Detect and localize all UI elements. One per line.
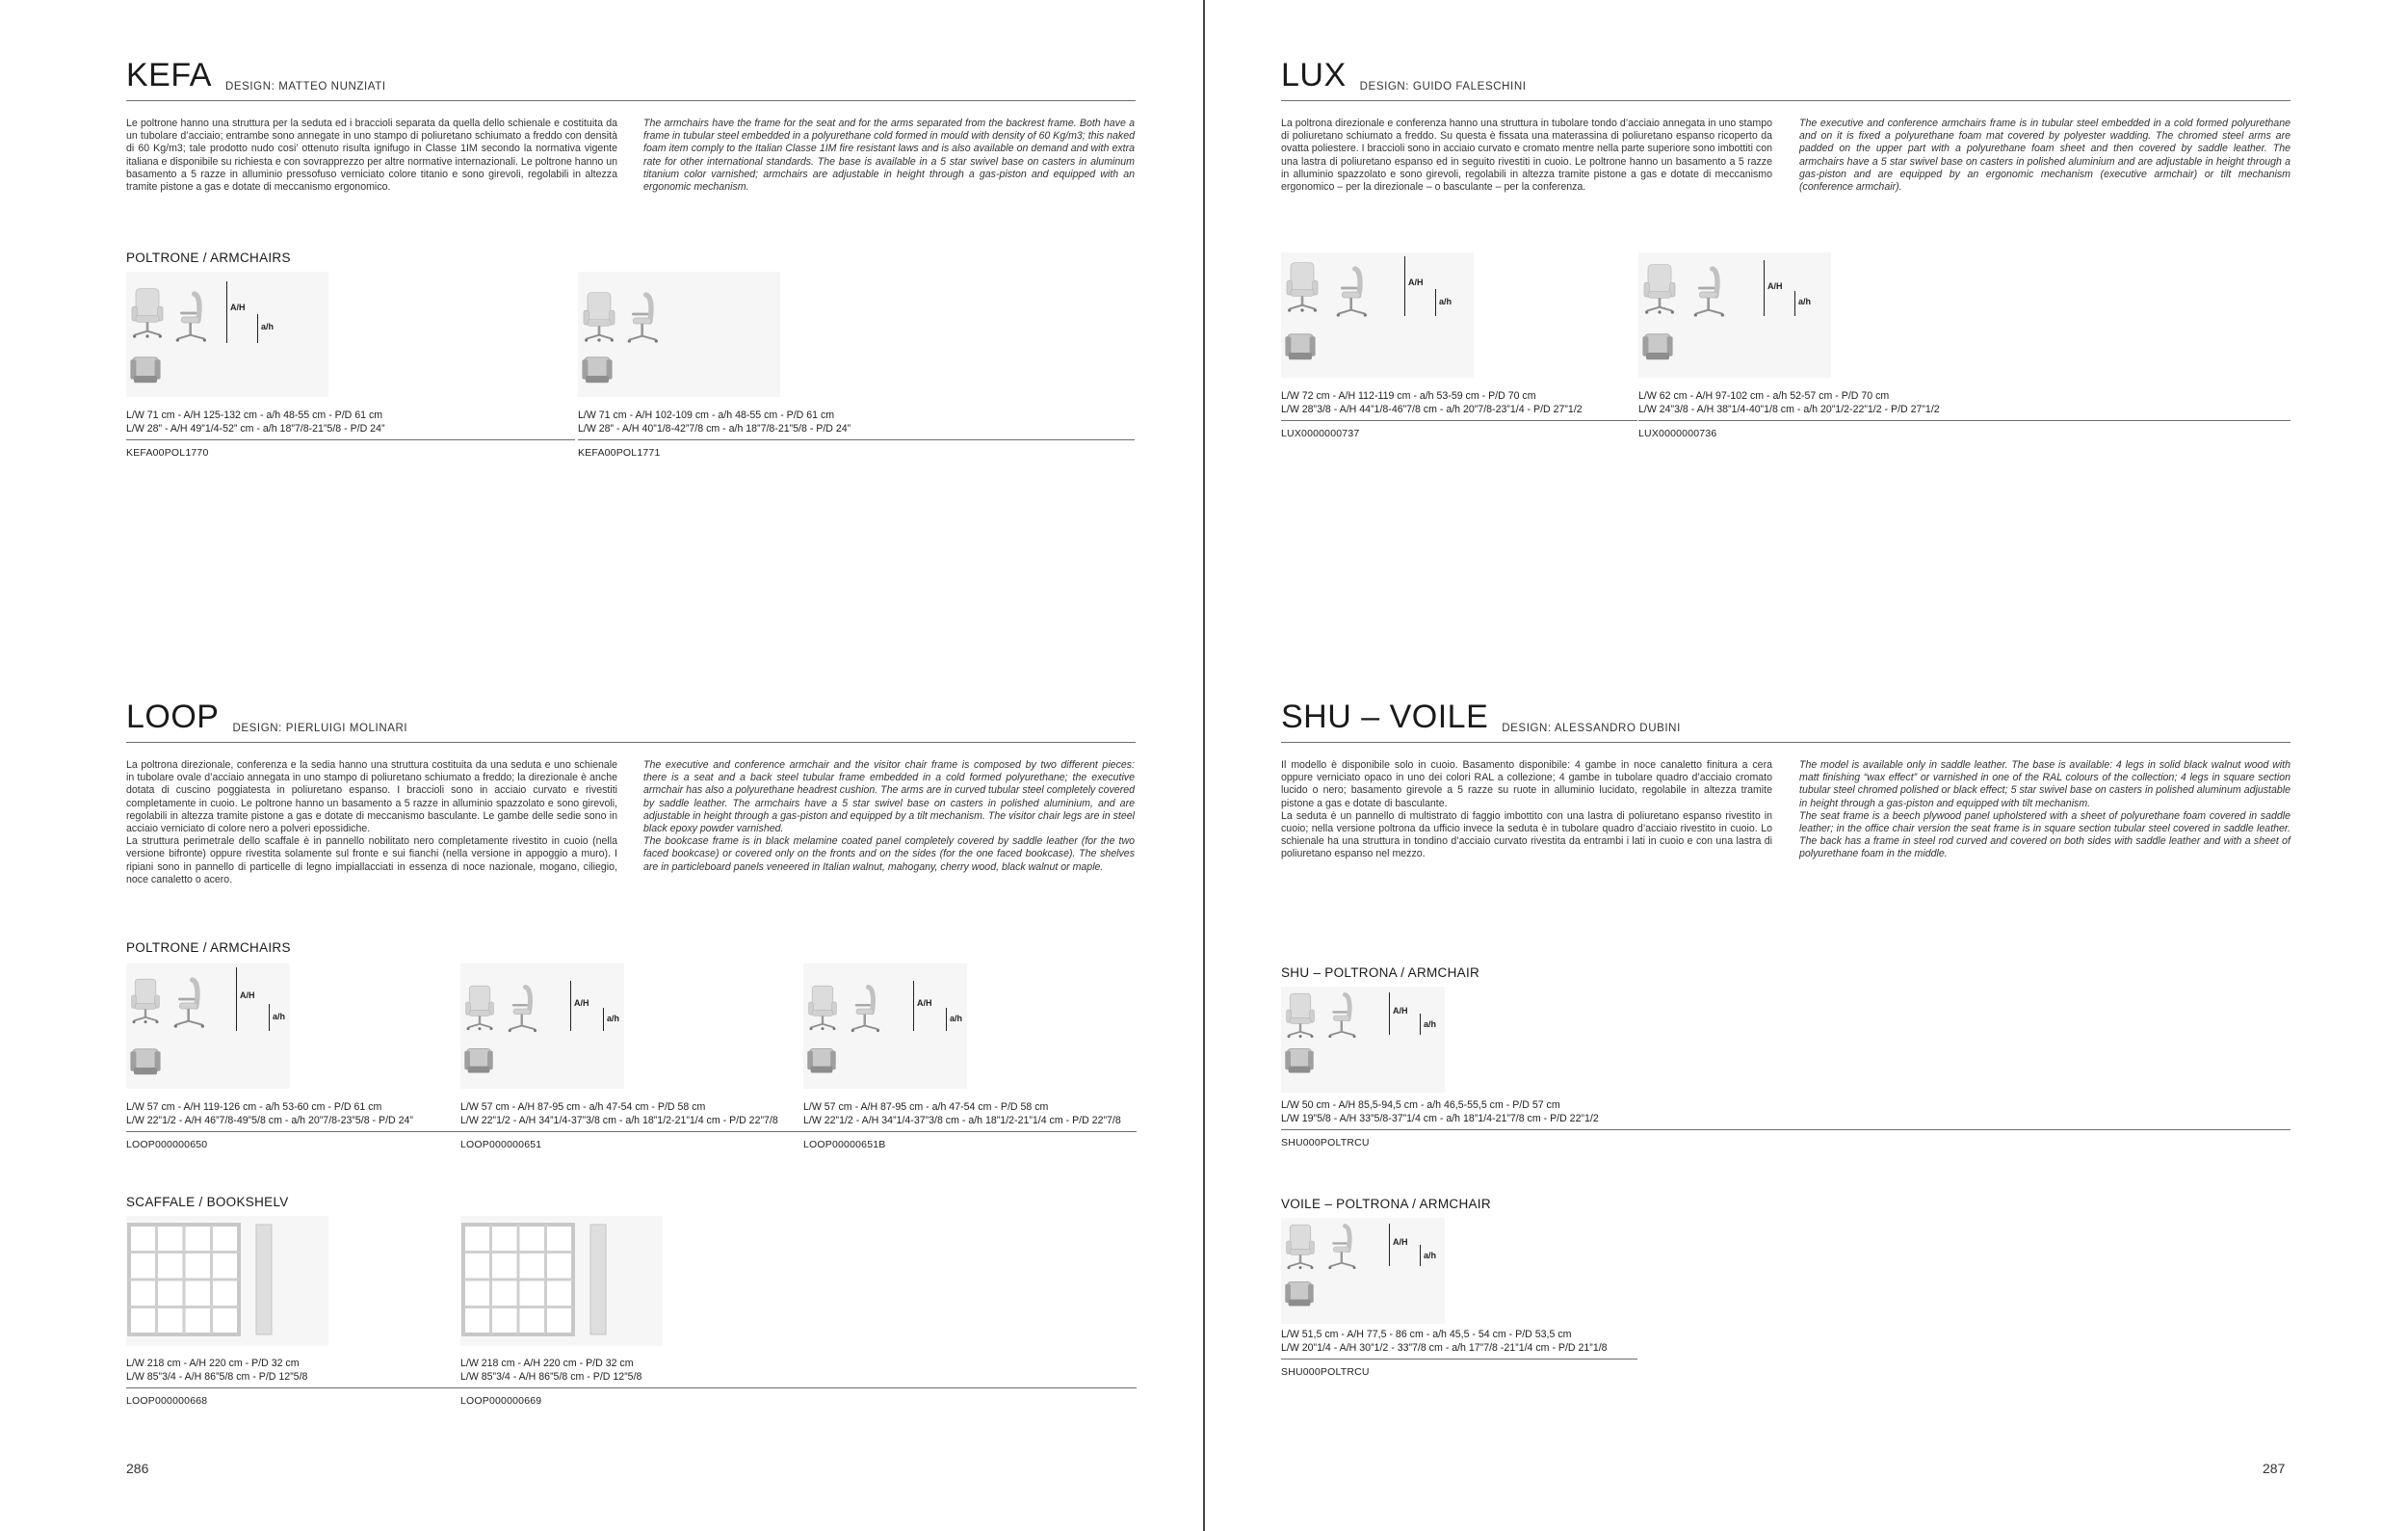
loop-description-it-p2: La struttura perimetrale dello scaffale è in pannello nobilitato nero completamente rivestito in cuoio (nella versione bifronte) oppure rivestita solamente sul fronte e sui fianchi (nella versione in appoggio a muro). I ripiani sono in pannello di particelle di legno impiallacciati in essenza di noce nazionale, mogano, ciliegio, noce canaletto o acero.	[126, 835, 617, 885]
height-label: A/H	[917, 998, 932, 1008]
product-code: LOOP000000668	[126, 1395, 208, 1407]
seat-height-dimension-line	[1420, 1014, 1421, 1035]
shu-subheading: SHU – POLTRONA / ARMCHAIR	[1281, 965, 1480, 980]
chair-top-image	[1283, 330, 1318, 364]
dimensions-cm: L/W 218 cm - A/H 220 cm - P/D 32 cm	[126, 1358, 300, 1369]
product-rule	[803, 1131, 1137, 1132]
chair-side-image	[1333, 266, 1372, 318]
chair-front-image	[128, 969, 163, 1033]
product-rule	[1281, 420, 1637, 421]
dimensions-cm: L/W 50 cm - A/H 85,5-94,5 cm - a/h 46,5-55,5 cm - P/D 57 cm	[1281, 1099, 1560, 1111]
bookshelf-front-image	[462, 1224, 574, 1335]
dimensions-cm: L/W 51,5 cm - A/H 77,5 - 86 cm - a/h 45,5 - 54 cm - P/D 53,5 cm	[1281, 1329, 1572, 1340]
product-rule	[126, 1131, 463, 1132]
chair-top-image	[1283, 1278, 1316, 1310]
dimensions-cm: L/W 57 cm - A/H 87-95 cm - a/h 47-54 cm - P/D 58 cm	[803, 1101, 1049, 1113]
product-rule	[1638, 420, 2290, 421]
page-number-left: 286	[126, 1461, 149, 1476]
loop-bookshelf-2	[460, 1216, 1137, 1409]
height-label: A/H	[1393, 1237, 1408, 1247]
chair-side-image	[172, 289, 211, 345]
loop-description-en	[643, 759, 1135, 874]
height-label: A/H	[1393, 1006, 1408, 1016]
chair-front-image	[1283, 992, 1318, 1039]
chair-top-image	[128, 353, 163, 387]
loop-subheading-bookshelf: SCAFFALE / BOOKSHELV	[126, 1195, 289, 1209]
dimensions-inch: L/W 22”1/2 - A/H 46”7/8-49”5/8 cm - a/h 20”7/8-23”5/8 - P/D 24”	[126, 1115, 413, 1126]
product-code: LOOP000000669	[460, 1395, 542, 1407]
chair-front-image	[805, 983, 840, 1033]
product-code: LUX0000000736	[1638, 428, 1717, 439]
seat-height-dimension-line	[269, 1004, 270, 1031]
shu-product	[1281, 987, 2290, 1160]
loop-designer: DESIGN: PIERLUIGI MOLINARI	[232, 723, 408, 734]
loop-description-it-p1: La poltrona direzionale, conferenza e la sedia hanno una struttura costituita da una seduta e uno schienale in tubolare ovale d’acciaio annegata in uno stampo di poliuretano schiumato a freddo; la direzionale è anche dotata di cuscino poggiatesta in poliuretano espanso. I braccioli sono in acciaio curvato e rivestiti completamente in cuoio. Le poltrone hanno un basamento a 5 razze in alluminio spazzolato e sono girevoli, regolabili in altezza tramite pistone a gas e dotate di meccanismo basculante. Le gambe delle sedie sono in acciaio verniciato di colore nero a polveri epossidiche.	[126, 759, 617, 835]
seat-height-label: a/h	[607, 1014, 620, 1023]
voile-product	[1281, 1218, 2290, 1391]
product-code: SHU000POLTRCU	[1281, 1137, 1370, 1148]
product-code: LUX0000000737	[1281, 428, 1360, 439]
dimensions-cm: L/W 57 cm - A/H 119-126 cm - a/h 53-60 cm - P/D 61 cm	[126, 1101, 382, 1113]
product-code: SHU000POLTRCU	[1281, 1366, 1370, 1378]
chair-top-image	[580, 353, 615, 387]
height-label: A/H	[574, 998, 589, 1008]
dimensions-inch: L/W 20”1/4 - A/H 30”1/2 - 33”7/8 cm - a/h 17”7/8 -21”1/4 cm - P/D 21”1/8	[1281, 1342, 1608, 1354]
height-dimension-line	[913, 981, 914, 1031]
height-dimension-line	[570, 981, 571, 1031]
chair-front-image	[1283, 256, 1322, 318]
chair-side-image	[1325, 992, 1360, 1039]
seat-height-label: a/h	[1798, 297, 1812, 306]
shuvoile-description-it	[1281, 759, 1772, 861]
page-gutter	[1203, 0, 1205, 1531]
shuvoile-designer: DESIGN: ALESSANDRO DUBINI	[1502, 723, 1681, 734]
kefa-header	[126, 56, 1136, 101]
loop-header	[126, 698, 1136, 743]
loop-product-1	[126, 963, 454, 1156]
dimensions-inch: L/W 28”3/8 - A/H 44”1/8-46”7/8 cm - a/h 20”7/8-23”1/4 - P/D 27”1/2	[1281, 404, 1583, 415]
kefa-title: KEFA	[126, 57, 212, 93]
seat-height-dimension-line	[946, 1008, 947, 1031]
height-label: A/H	[240, 990, 255, 1000]
seat-height-label: a/h	[950, 1014, 963, 1023]
shuvoile-description-en	[1799, 759, 2290, 861]
dimensions-cm: L/W 72 cm - A/H 112-119 cm - a/h 53-59 cm - P/D 70 cm	[1281, 390, 1536, 402]
chair-top-image	[805, 1044, 838, 1077]
product-code: KEFA00POL1771	[578, 447, 661, 459]
height-dimension-line	[1404, 256, 1405, 316]
loop-title: LOOP	[126, 699, 220, 735]
dimensions-inch: L/W 24”3/8 - A/H 38”1/4-40”1/8 cm - a/h 20”1/2-22”1/2 - P/D 27”1/2	[1638, 404, 1940, 415]
dimensions-inch: L/W 19”5/8 - A/H 33”5/8-37”1/4 cm - a/h 18”1/4-21”7/8 cm - P/D 22”1/2	[1281, 1113, 1599, 1124]
seat-height-label: a/h	[273, 1012, 286, 1021]
kefa-description-en: The armchairs have the frame for the seat and for the arms separated from the backrest frame. Both have a frame in tubular steel embedded in a polyurethane cold formed in mould with density of 60 Kg/m3; this naked foam item comply to the Italian Classe 1IM fire resistant laws and is also available on demand and with extra rate for other international standards. The base is available in a 5 star swivel base on casters in aluminum titanium color varnished; armchairs are adjustable in height through a gas-piston and equipped with an ergonomic mechanism.	[643, 118, 1135, 194]
loop-product-2	[460, 963, 802, 1156]
loop-bookshelf-1	[126, 1216, 454, 1409]
chair-top-image	[462, 1044, 495, 1077]
kefa-product-2	[578, 272, 1137, 464]
chair-front-image	[462, 983, 497, 1033]
chair-side-image	[505, 985, 541, 1033]
bookshelf-side-image	[255, 1224, 273, 1335]
loop-subheading-armchairs: POLTRONE / ARMCHAIRS	[126, 940, 291, 955]
chair-front-image	[580, 289, 618, 345]
dimensions-cm: L/W 71 cm - A/H 102-109 cm - a/h 48-55 cm - P/D 61 cm	[578, 409, 835, 421]
product-rule	[126, 439, 575, 440]
loop-description-en-p2: The bookcase frame is in black melamine coated panel completely covered by saddle leather (for the two faced bookcase) or covered only on the fronts and on the sides (for the one faced bookcase). The shelves are in particleboard panels veneered in Italian walnut, mahogany, cherry wood, black walnut or maple.	[643, 835, 1135, 873]
shuvoile-description-it-p1: Il modello è disponibile solo in cuoio. Basamento disponibile: 4 gambe in noce canaletto finitura a cera oppure verniciato opaco in uno dei colori RAL a collezione; 4 gambe in tubolare quadro d’acciaio cromato lucido o nero; basamento girevole a 5 razze su ruote in alluminio lucidato, regolabile in altezza tramite pistone a gas e dotate di basculante.	[1281, 759, 1772, 809]
dimensions-cm: L/W 57 cm - A/H 87-95 cm - a/h 47-54 cm - P/D 58 cm	[460, 1101, 706, 1113]
chair-side-image	[624, 291, 663, 345]
kefa-description-it: Le poltrone hanno una struttura per la seduta ed i braccioli separata da quella dello schienale e costituita da un tubolare d’acciaio; entrambe sono annegate in uno stampo di poliuretano schiumato a freddo con densità di 60 Kg/m3; tale prodotto nudo cosi’ ottenuto risulta ignifugo in Classe 1IM secondo la normativa vigente italiana e disponibile su richiesta e con sovrapprezzo per altre normative internazionali. Le poltrone hanno un basamento a 5 razze in alluminio pressofuso verniciato colore titanio e sono girevoli, regolabili in altezza tramite pistone a gas e dotate di meccanismo ergonomico.	[126, 118, 617, 194]
dimensions-inch: L/W 85”3/4 - A/H 86”5/8 cm - P/D 12”5/8	[460, 1371, 642, 1383]
loop-product-3	[803, 963, 1137, 1156]
chair-top-image	[1640, 330, 1675, 364]
chair-top-image	[1283, 1044, 1316, 1077]
shuvoile-description-en-p2: The seat frame is a beech plywood panel upholstered with a sheet of polyurethane foam covered in saddle leather; in the office chair version the seat frame is in square section tubular steel covered in saddle leather. The back has a frame in steel rod curved and covered on both sides with saddle leather and with a sheet of polyurethane foam in the middle.	[1799, 809, 2290, 860]
dimensions-cm: L/W 62 cm - A/H 97-102 cm - a/h 52-57 cm - P/D 70 cm	[1638, 390, 1890, 402]
lux-description-it: La poltrona direzionale e conferenza hanno una struttura in tubolare tondo d’acciaio annegata in uno stampo di poliuretano schiumato a freddo. Su questa è fissata una materassina di poliuretano espanso ricoperto da ovatta poliestere. I braccioli sono in acciaio curvato e cromato mentre nella parte superiore sono imbottiti con una lastra di poliuretano espanso ed in seguito rivestiti in cuoio. Le poltrone hanno un basamento a 5 razze in alluminio spazzolato e sono girevoli, regolabili in altezza tramite pistone a gas e dotate di meccanismo ergonomico – per la direzionale – o basculante – per la conferenza.	[1281, 118, 1772, 194]
product-rule	[578, 439, 1135, 440]
height-dimension-line	[226, 281, 227, 343]
bookshelf-side-image	[589, 1224, 607, 1335]
product-rule	[460, 1387, 1137, 1388]
voile-subheading: VOILE – POLTRONA / ARMCHAIR	[1281, 1197, 1491, 1211]
kefa-product-1	[126, 272, 627, 464]
seat-height-dimension-line	[1420, 1245, 1421, 1266]
seat-height-label: a/h	[1439, 297, 1453, 306]
shuvoile-description-it-p2: La seduta è un pannello di multistrato di faggio imbottito con una lastra di poliuretano espanso rivestito in cuoio; nella versione poltrona da ufficio invece la seduta è in tubolare quadro d’acciaio rivestito in cuoio. Lo schienale ha una struttura in tondino d’acciaio curvato rivestita da entrambi i lati in cuoio e con una lastra di poliuretano espanso nel mezzo.	[1281, 809, 1772, 860]
loop-description-en-p1: The executive and conference armchair and the visitor chair frame is composed by two different pieces: there is a seat and a back steel tubular frame embedded in a cold formed polyurethane; the executive armchair has also a polyurethane headrest cushion. The arms are in curved tubular steel completely covered by saddle leather. The armchairs have a 5 star swivel base on casters in polished aluminium, and are adjustable in height through a gas-piston and equipped by a tilt mechanism. The visitor chair legs are in steel black epoxy powder varnished.	[643, 759, 1135, 835]
seat-height-label: a/h	[261, 322, 275, 331]
seat-height-label: a/h	[1424, 1019, 1437, 1029]
lux-designer: DESIGN: GUIDO FALESCHINI	[1359, 81, 1527, 92]
height-dimension-line	[1389, 1224, 1390, 1266]
dimensions-inch: L/W 85”3/4 - A/H 86”5/8 cm - P/D 12”5/8	[126, 1371, 308, 1383]
height-dimension-line	[1764, 260, 1765, 316]
lux-title: LUX	[1281, 57, 1347, 93]
dimensions-cm: L/W 71 cm - A/H 125-132 cm - a/h 48-55 cm - P/D 61 cm	[126, 409, 383, 421]
product-code: LOOP00000651B	[803, 1139, 886, 1150]
chair-side-image	[1325, 1224, 1360, 1270]
height-dimension-line	[236, 967, 237, 1031]
product-code: LOOP000000650	[126, 1139, 208, 1150]
kefa-designer: DESIGN: MATTEO NUNZIATI	[224, 81, 386, 92]
chair-front-image	[1283, 1224, 1318, 1270]
product-rule	[1281, 1129, 2290, 1130]
seat-height-dimension-line	[1435, 289, 1436, 316]
seat-height-label: a/h	[1424, 1251, 1437, 1260]
height-label: A/H	[1408, 277, 1424, 287]
dimensions-inch: L/W 28” - A/H 49”1/4-52” cm - a/h 18”7/8-21”5/8 - P/D 24”	[126, 423, 385, 435]
product-rule	[460, 1131, 803, 1132]
dimensions-inch: L/W 22”1/2 - A/H 34”1/4-37”3/8 cm - a/h 18”1/2-21”1/4 cm - P/D 22”7/8	[460, 1115, 778, 1126]
product-code: KEFA00POL1770	[126, 447, 209, 459]
chair-front-image	[1640, 262, 1679, 316]
kefa-subheading: POLTRONE / ARMCHAIRS	[126, 251, 291, 265]
height-label: A/H	[230, 303, 246, 312]
dimensions-inch: L/W 22”1/2 - A/H 34”1/4-37”3/8 cm - a/h 18”1/2-21”1/4 cm - P/D 22”7/8	[803, 1115, 1121, 1126]
lux-product-2	[1638, 252, 2290, 445]
shuvoile-header	[1281, 698, 2290, 743]
loop-description-it	[126, 759, 617, 886]
height-dimension-line	[1389, 992, 1390, 1035]
chair-side-image	[1690, 266, 1729, 318]
seat-height-dimension-line	[603, 1008, 604, 1031]
dimensions-cm: L/W 218 cm - A/H 220 cm - P/D 32 cm	[460, 1358, 634, 1369]
seat-height-dimension-line	[257, 314, 258, 343]
product-code: LOOP000000651	[460, 1139, 542, 1150]
dimensions-inch: L/W 28” - A/H 40”1/8-42”7/8 cm - a/h 18”7/8-21”5/8 - P/D 24”	[578, 423, 851, 435]
lux-description-en: The executive and conference armchairs frame is in tubular steel embedded in a cold formed polyurethane and on it is fixed a polyurethane foam mat covered by polyester wadding. The chromed steel arms are padded on the upper part with a polyurethane foam sheet and then covered by saddle leather. The armchairs have a 5 star swivel base on casters in polished aluminium and are adjustable in height through a gas-piston and are equipped by an ergonomic mechanism (executive armchair) or tilt mechanism (conference armchair).	[1799, 118, 2290, 194]
chair-front-image	[128, 281, 167, 345]
seat-height-dimension-line	[1794, 291, 1795, 316]
lux-header	[1281, 56, 2290, 101]
shuvoile-description-en-p1: The model is available only in saddle leather. The base is available: 4 legs in solid black walnut wood with matt finishing “wax effect” or varnished in one of the RAL colours of the collection; 4 legs in square section tubular steel chromed polished or black effect; 5 star swivel base on casters in polished aluminum adjustable in height through a gas-piston and equipped with tilt mechanism.	[1799, 759, 2290, 809]
page-number-right: 287	[2263, 1461, 2286, 1476]
bookshelf-front-image	[128, 1224, 240, 1335]
lux-product-1	[1281, 252, 1637, 445]
shuvoile-title: SHU – VOILE	[1281, 699, 1489, 735]
chair-side-image	[848, 985, 884, 1033]
product-rule	[126, 1387, 463, 1388]
chair-side-image	[170, 973, 209, 1033]
height-label: A/H	[1767, 281, 1783, 291]
chair-top-image	[128, 1044, 163, 1079]
